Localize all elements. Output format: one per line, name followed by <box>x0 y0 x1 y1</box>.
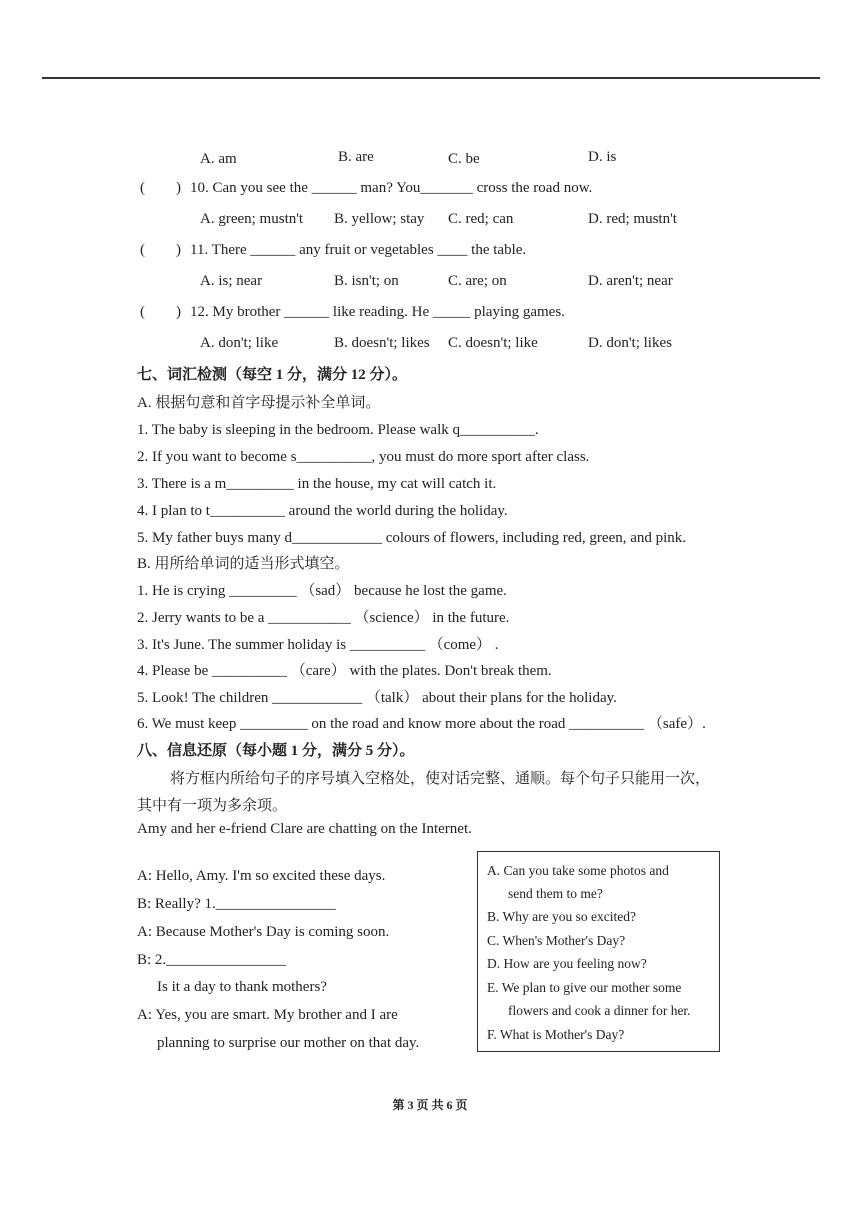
q9-option-d: D. is <box>588 149 617 165</box>
q12-option-d: D. don't; likes <box>588 335 672 351</box>
header-rule <box>42 77 820 79</box>
q12-paren-close: ) <box>176 304 181 320</box>
q10-paren-open: ( <box>140 180 145 196</box>
section7-b-item: 2. Jerry wants to be a ___________ （science） in the future. <box>137 610 510 626</box>
q12-stem: 12. My brother ______ like reading. He _____ playing games. <box>190 304 565 320</box>
section8-instruction: 将方框内所给句子的序号填入空格处，使对话完整、通顺。每个句子只能用一次， <box>170 771 711 787</box>
q12-option-c: C. doesn't; like <box>448 335 538 351</box>
box-option: F. What is Mother's Day? <box>487 1027 625 1042</box>
q10-option-d: D. red; mustn't <box>588 211 677 227</box>
q10-stem: 10. Can you see the ______ man? You_______ cross the road now. <box>190 180 593 196</box>
box-option: flowers and cook a dinner for her. <box>508 1003 691 1018</box>
q11-paren-close: ) <box>176 242 181 258</box>
section7-part-a: A. 根据句意和首字母提示补全单词。 <box>137 395 381 411</box>
dialogue-line: B: Really? 1.________________ <box>137 896 336 912</box>
dialogue-line: Is it a day to thank mothers? <box>157 979 327 995</box>
box-option: C. When's Mother's Day? <box>487 933 626 948</box>
q11-option-d: D. aren't; near <box>588 273 673 289</box>
q12-option-a: A. don't; like <box>200 335 279 351</box>
section7-b-item: 6. We must keep _________ on the road and know more about the road __________ （safe）. <box>137 716 706 732</box>
section7-b-item: 4. Please be __________ （care） with the plates. Don't break them. <box>137 663 552 679</box>
section8-title: 八、信息还原（每小题 1 分，满分 5 分）。 <box>137 743 415 759</box>
dialogue-line: A: Yes, you are smart. My brother and I are <box>137 1007 398 1023</box>
box-option: A. Can you take some photos and <box>487 863 669 878</box>
section7-b-item: 1. He is crying _________ （sad） because he lost the game. <box>137 583 507 599</box>
q11-option-c: C. are; on <box>448 273 507 289</box>
q10-option-c: C. red; can <box>448 211 514 227</box>
q9-option-c: C. be <box>448 151 480 167</box>
box-option: E. We plan to give our mother some <box>487 980 682 995</box>
options-box <box>477 851 720 1052</box>
section7-a-item: 4. I plan to t__________ around the world during the holiday. <box>137 503 508 519</box>
q10-option-b: B. yellow; stay <box>334 211 425 227</box>
section7-a-item: 2. If you want to become s__________, you must do more sport after class. <box>137 449 590 465</box>
section7-b-item: 3. It's June. The summer holiday is __________ （come） . <box>137 637 499 653</box>
section7-a-item: 5. My father buys many d____________ colours of flowers, including red, green, and pink. <box>137 530 687 546</box>
box-option: D. How are you feeling now? <box>487 956 647 971</box>
q11-paren-open: ( <box>140 242 145 258</box>
dialogue-line: A: Because Mother's Day is coming soon. <box>137 924 390 940</box>
section8-context: Amy and her e-friend Clare are chatting on the Internet. <box>137 821 472 837</box>
section7-a-item: 1. The baby is sleeping in the bedroom. Please walk q__________. <box>137 422 539 438</box>
q12-option-b: B. doesn't; likes <box>334 335 430 351</box>
box-option: B. Why are you so excited? <box>487 909 636 924</box>
section7-b-item: 5. Look! The children ____________ （talk） about their plans for the holiday. <box>137 690 617 706</box>
q10-option-a: A. green; mustn't <box>200 211 304 227</box>
q11-stem: 11. There ______ any fruit or vegetables ____ the table. <box>190 242 527 258</box>
q11-option-a: A. is; near <box>200 273 263 289</box>
q9-option-a: A. am <box>200 151 237 167</box>
q12-paren-open: ( <box>140 304 145 320</box>
section7-a-item: 3. There is a m_________ in the house, my cat will catch it. <box>137 476 497 492</box>
section7-title: 七、词汇检测（每空 1 分，满分 12 分）。 <box>137 367 408 383</box>
q10-paren-close: ) <box>176 180 181 196</box>
box-option: send them to me? <box>508 886 603 901</box>
q9-option-b: B. are <box>338 149 374 165</box>
dialogue-line: A: Hello, Amy. I'm so excited these days. <box>137 868 386 884</box>
section8-instruction: 其中有一项为多余项。 <box>137 798 288 814</box>
q11-option-b: B. isn't; on <box>334 273 399 289</box>
dialogue-line: B: 2.________________ <box>137 952 287 968</box>
page-footer: 第 3 页 共 6 页 <box>392 1098 468 1112</box>
section7-part-b: B. 用所给单词的适当形式填空。 <box>137 556 350 572</box>
dialogue-line: planning to surprise our mother on that day. <box>157 1035 420 1051</box>
